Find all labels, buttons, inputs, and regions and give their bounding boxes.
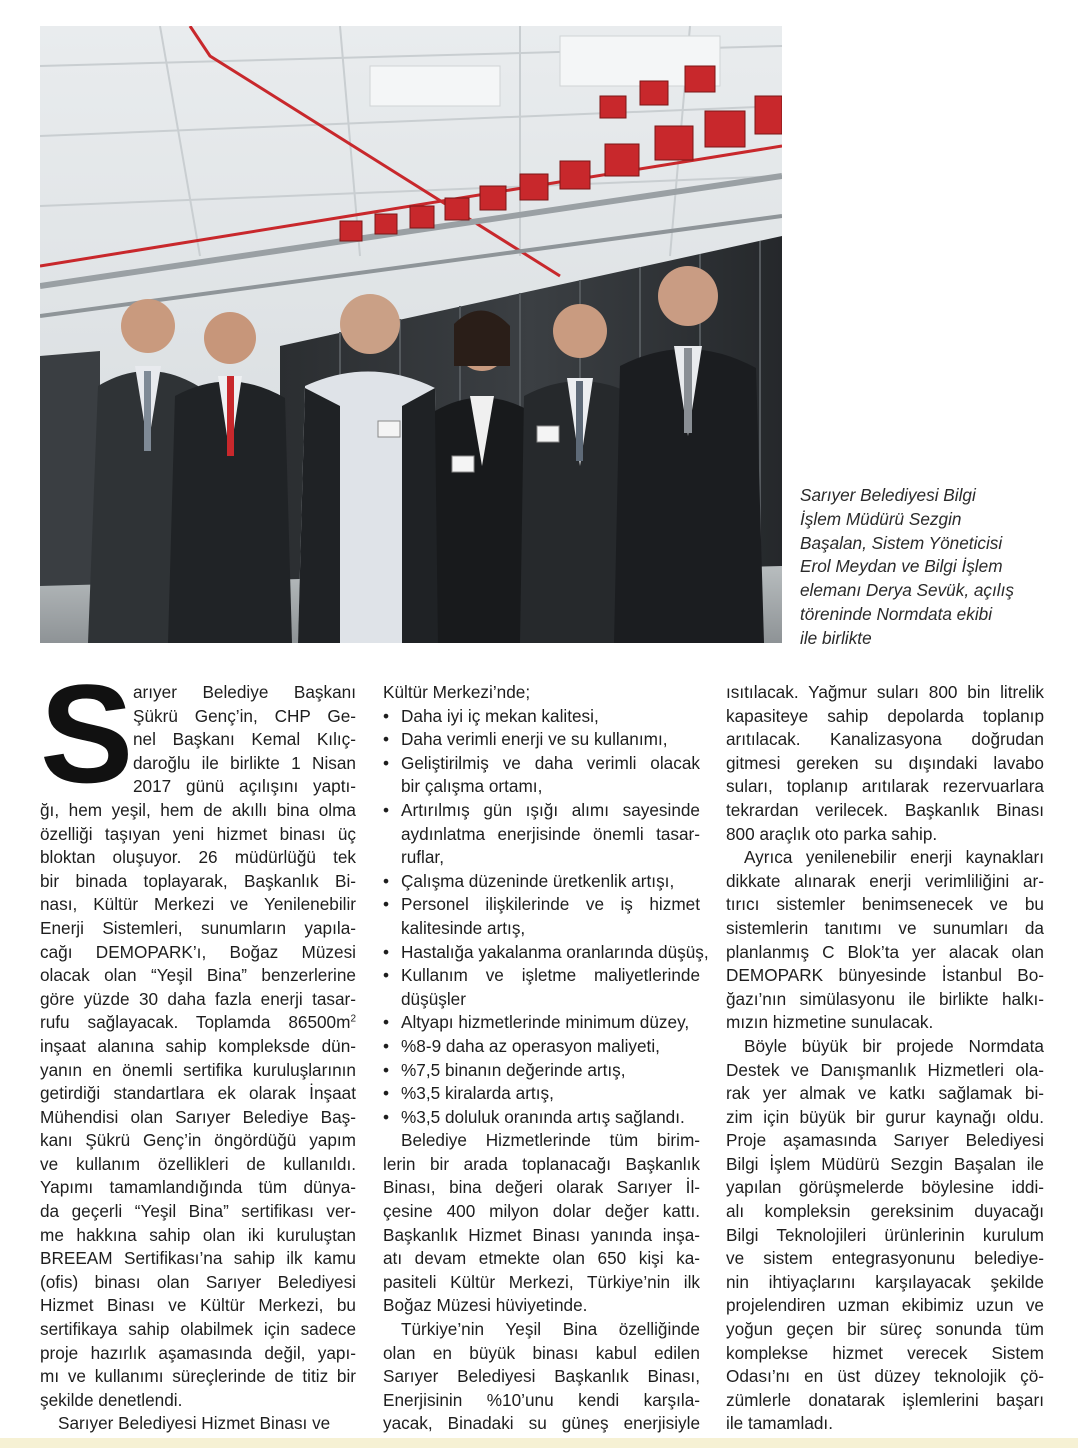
caption-line: Sarıyer Belediyesi Bilgi — [800, 485, 976, 505]
caption-line: elemanı Derya Sevük, açılış — [800, 580, 1014, 601]
text-line: Sarıyer Belediyesi Başkanlık Binası, — [383, 1366, 700, 1387]
text-line: olan en büyük binası kabul edilen — [383, 1342, 700, 1363]
server-room-photo-icon — [40, 26, 782, 643]
list-item — [383, 752, 700, 799]
bullet-icon: • — [383, 870, 390, 891]
text-line: 2017 günü açılışını yaptı- — [133, 776, 356, 797]
text-line: ve kullanım özellikleri de kullanıldı. — [40, 1153, 356, 1174]
text-line: me hakkına sahip olan iki kuruluştan — [40, 1224, 356, 1245]
text-line: nin ihtiyaçlarını karşılayacak şekilde — [726, 1271, 1044, 1292]
text-line: %7,5 binanın değerinde artış, — [401, 1059, 626, 1080]
text-line: aydınlatma enerjisinde önemli tasar- — [401, 823, 700, 844]
text-line: Artırılmış gün ışığı alımı sayesinde — [401, 799, 700, 820]
bullet-icon: • — [383, 1035, 390, 1056]
bullet-icon: • — [383, 752, 390, 773]
text-line: ğazı’nın simülasyonu ile birlikte halkı- — [726, 988, 1044, 1009]
text-line: zümlerle donatarak işlemlerini başarı — [726, 1389, 1044, 1410]
text-line: Başkanlık Hizmet Binası yanında inşa- — [383, 1224, 700, 1245]
drop-cap: S — [40, 655, 134, 812]
text-line: gitmesi gereken su dışındaki lavabo — [726, 752, 1044, 773]
text-line: suları, toplanıp arıtılarak rezervuarlara — [726, 776, 1044, 797]
text-line: sistemlerin tanıtımı ve sunumları da — [726, 917, 1044, 938]
text-line: yoğun geçen bir süreç sonunda tüm — [726, 1319, 1044, 1340]
article-column-3 — [726, 681, 1044, 1436]
text-line: ısıtılacak. Yağmur suları 800 bin litrelik — [726, 682, 1044, 702]
text-line: ruflar, — [401, 847, 444, 868]
list-item — [383, 870, 700, 894]
text-line: Daha iyi iç mekan kalitesi, — [401, 705, 599, 726]
text-line: düşüşler — [401, 988, 466, 1009]
list-item — [383, 964, 700, 1011]
text-line: Mühendisi olan Sarıyer Belediye Baş- — [40, 1106, 356, 1127]
text-line: BREEAM Sertifikası’na sahip ilk kamu — [40, 1248, 356, 1269]
text-line: bir binada toplayarak, Başkanlık Bi- — [40, 870, 356, 891]
text-line: Hizmet Binası ve Kültür Merkezi, bu — [40, 1295, 356, 1316]
text-line: kalitesinde artış, — [401, 917, 526, 938]
bullet-icon: • — [383, 705, 390, 726]
text-line: tırıcı sistemler benimsenecek ve bu — [726, 894, 1044, 915]
text-line: Boğaz Müzesi hüviyetinde. — [383, 1295, 588, 1316]
page-footer-bar — [0, 1438, 1078, 1448]
group-photo — [40, 26, 782, 643]
text-line: pasiteli Kültür Merkezi, Türkiye’nin ilk — [383, 1271, 700, 1292]
text-line: projelendiren uzman ekibimiz uzun ve — [726, 1295, 1044, 1316]
list-item-text — [401, 941, 709, 965]
text-line: yapılan görüşmelerde böylesine iddi- — [726, 1177, 1044, 1198]
bullet-icon: • — [383, 941, 390, 962]
text-line: Altyapı hizmetlerinde minimum düzey, — [401, 1012, 690, 1033]
bullet-icon: • — [383, 1012, 390, 1033]
text-line: cağı DEMOPARK’ı, Boğaz Müzesi — [40, 941, 356, 962]
text-line: yanın en önemli sertifika kuruluşlarının — [40, 1059, 356, 1080]
caption-line: Erol Meydan ve Bilgi İşlem — [800, 556, 1003, 577]
text-line: kapasiteye sahip depolarda toplanıp — [726, 705, 1044, 726]
text-line: lerin bir arada toplanacağı Başkanlık — [383, 1153, 700, 1174]
list-item — [383, 941, 709, 965]
text-line: Proje aşamasında Sarıyer Belediyesi — [726, 1130, 1044, 1151]
text-line: Ayrıca yenilenebilir enerji kaynakları — [744, 847, 1044, 868]
list-item-text — [401, 1011, 700, 1035]
text-line: getirdiği standartlara ek olarak İnşaat — [40, 1083, 356, 1104]
text-line: planlanmış C Blok’ta yer alacak olan — [726, 941, 1044, 962]
bullet-icon: • — [383, 1059, 390, 1080]
text-line: (ofis) binası olan Sarıyer Belediyesi — [40, 1271, 356, 1292]
text-line: Binası, bina değeri olarak Sarıyer İl- — [383, 1177, 700, 1198]
text-line: yacak, Binadaki su güneş enerjisiyle — [383, 1413, 700, 1434]
text-line: Sarıyer Belediyesi Hizmet Binası ve — [58, 1413, 331, 1434]
text-line: daroğlu ile birlikte 1 Nisan — [133, 752, 356, 773]
text-line: zim için büyük bir gurur kaynağı oldu. — [726, 1106, 1044, 1127]
bullet-icon: • — [383, 799, 390, 820]
list-item-text — [401, 1059, 700, 1083]
text-line: nası, Kültür Merkezi ve Yenilenebilir — [40, 894, 356, 915]
text-line: ile tamamladı. — [726, 1413, 833, 1434]
list-item-text — [401, 964, 700, 1011]
list-item — [383, 893, 700, 940]
text-line: bloktan oluşuyor. 26 müdürlüğü tek — [40, 847, 356, 868]
text-line: Bilgi İşlem Müdürü Sezgin Başalan ile — [726, 1153, 1044, 1174]
text-line: Böyle büyük bir projede Normdata — [744, 1035, 1044, 1056]
text-line: komplekse hizmet verecek Sistem — [726, 1342, 1044, 1363]
text-line: sertifikaya sahip olabilmek için sadece — [40, 1319, 356, 1340]
list-item — [383, 799, 700, 870]
text-line: %3,5 kiralarda artış, — [401, 1083, 554, 1104]
caption-line: ile birlikte — [800, 627, 872, 648]
text-line: şekilde denetlendi. — [40, 1389, 183, 1410]
article-column-1 — [40, 681, 356, 1436]
article-column-2 — [383, 681, 709, 1436]
text-line: alı kompleksin gereksinim duyacağı — [726, 1201, 1044, 1222]
text-line: arıtılacak. Kanalizasyona doğrudan — [726, 729, 1044, 750]
text-line: Hastalığa yakalanma oranlarında düşüş, — [401, 941, 709, 962]
list-item — [383, 1035, 700, 1059]
text-line: 800 araçlık oto parka sahip. — [726, 823, 938, 844]
text-line: da geçerli “Yeşil Bina” sertifikası ver- — [40, 1201, 356, 1222]
caption-line: İşlem Müdürü Sezgin — [800, 508, 962, 529]
text-line: dikkate alınarak enerji verimliliğini ar- — [726, 870, 1044, 891]
text-line: çesine 400 milyon dolar değer kattı. — [383, 1201, 700, 1222]
text-line: Enerji Sistemleri, sunumların yapıla- — [40, 917, 356, 938]
list-item — [383, 1106, 700, 1130]
text-line: Odası’nı en üst düzey teknolojik çö- — [726, 1366, 1044, 1387]
text-line: nel Başkanı Kemal Kılıç- — [133, 729, 356, 750]
list-item — [383, 728, 700, 752]
text-line: Türkiye’nin Yeşil Bina özelliğinde — [401, 1319, 700, 1340]
text-line-with-superscript — [40, 1011, 356, 1035]
text-line: Belediye Hizmetlerinde tüm birim- — [401, 1130, 700, 1151]
list-item — [383, 1059, 700, 1083]
text-line: bir çalışma ortamı, — [401, 776, 543, 797]
photo-caption — [800, 484, 1050, 651]
text-line: Enerjisinin %10’unu kendi karşıla- — [383, 1389, 700, 1410]
superscript: 2 — [350, 1013, 356, 1025]
list-item — [383, 1082, 700, 1106]
text-line: Kullanım ve işletme maliyetlerinde — [401, 965, 700, 986]
text-line: atı devam etmekte olan 650 kişi ka- — [383, 1248, 700, 1269]
text-line: Yapımı tamamlandığında tüm dünya- — [40, 1177, 356, 1198]
list-item-text — [401, 893, 700, 940]
bullet-icon: • — [383, 894, 390, 915]
text-line: rak yer almak ve katkı sağlamak bi- — [726, 1083, 1044, 1104]
text-line: Şükrü Genç’in, CHP Ge- — [133, 705, 356, 726]
benefit-list — [383, 705, 709, 1130]
text-line: inşaat alanına sahip kompleksde dün- — [40, 1035, 356, 1056]
text-line: olacak olan “Yeşil Bina” benzerlerine — [40, 965, 356, 986]
text-line: %8-9 daha az operasyon maliyeti, — [401, 1035, 660, 1056]
text-line: mızın hizmetine sunulacak. — [726, 1012, 934, 1033]
bullet-icon: • — [383, 1106, 390, 1127]
text-line: özelliği taşıyan yeni hizmet binası üç — [40, 823, 356, 844]
list-item-text — [401, 728, 700, 752]
caption-line: Başalan, Sistem Yöneticisi — [800, 532, 1003, 553]
list-item-text — [401, 1082, 700, 1106]
bullet-icon: • — [383, 1083, 390, 1104]
caption-line: töreninde Normdata ekibi — [800, 603, 993, 624]
list-item-text — [401, 870, 700, 894]
list-item-text — [401, 1035, 700, 1059]
bullet-icon: • — [383, 965, 390, 986]
list-item — [383, 1011, 700, 1035]
list-item-text — [401, 799, 700, 870]
text-line: proje hazırlık aşamasında değil, yapı- — [40, 1342, 356, 1363]
text-line: mı ve kullanımı süreçlerinde de titiz bir — [40, 1366, 356, 1387]
text-line: Personel ilişkilerinde ve iş hizmet — [401, 894, 700, 915]
text-line: ve sistem entegrasyonunu belediye- — [726, 1248, 1044, 1269]
text-line: %3,5 doluluk oranında artış sağlandı. — [401, 1106, 685, 1127]
bullet-icon: • — [383, 729, 390, 750]
text-line: Bilgi Teknolojileri ürünlerinin kurulum — [726, 1224, 1044, 1245]
list-item-text — [401, 752, 700, 799]
list-item — [383, 705, 700, 729]
text-line: tekrardan verilecek. Başkanlık Binası — [726, 799, 1044, 820]
text-line: Daha verimli enerji ve su kullanımı, — [401, 729, 668, 750]
text-line: ğı, hem yeşil, hem de akıllı bina olma — [40, 799, 356, 820]
text-line: kanı Şükrü Genç’in öngördüğü yapım — [40, 1130, 356, 1151]
text-fragment: rufu sağlayacak. Toplamda 86500m — [40, 1012, 351, 1033]
text-line: DEMOPARK bünyesinde İstanbul Bo- — [726, 965, 1044, 986]
text-line: Geliştirilmiş ve daha verimli olacak — [401, 752, 700, 773]
text-line: arıyer Belediye Başkanı — [133, 682, 356, 702]
text-line: göre yüzde 30 daha fazla enerji tasar- — [40, 988, 356, 1009]
text-line: Çalışma düzeninde üretkenlik artışı, — [401, 870, 675, 891]
text-line: Kültür Merkezi’nde; — [383, 682, 531, 702]
text-line: Destek ve Danışmanlık Hizmetleri ola- — [726, 1059, 1044, 1080]
list-item-text — [401, 705, 700, 729]
list-item-text — [401, 1106, 700, 1130]
